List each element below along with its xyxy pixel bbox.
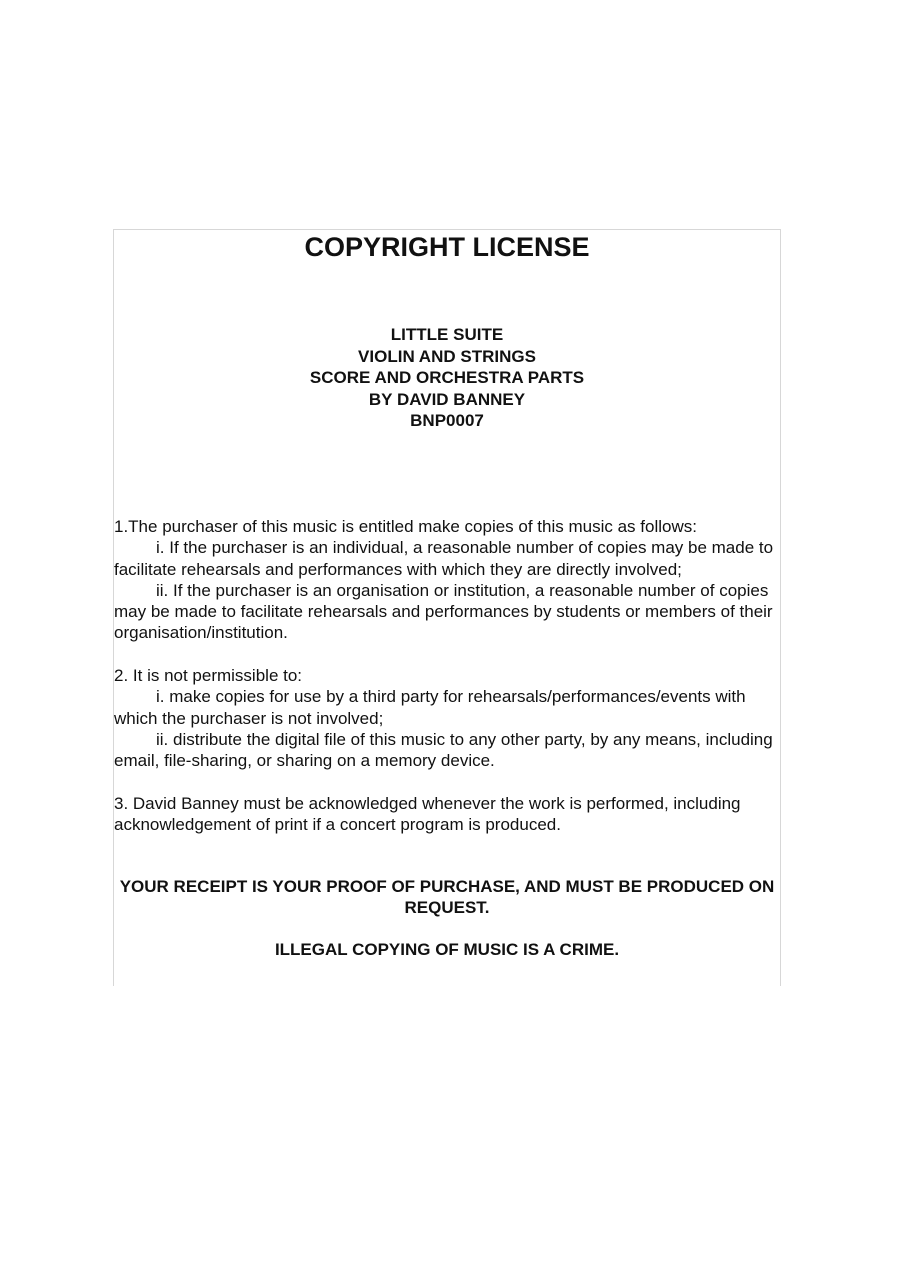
clause-1 <box>114 516 780 644</box>
work-composer: BY DAVID BANNEY <box>368 389 526 409</box>
work-instrumentation: VIOLIN AND STRINGS <box>358 346 536 366</box>
clause-1-heading: 1.The purchaser of this music is entitled make copies of this music as follows: <box>114 517 697 536</box>
clause-2-item-ii: ii. distribute the digital file of this music to any other party, by any means, including email, file-sharing, or sharing on a memory device. <box>114 729 773 771</box>
license-title: COPYRIGHT LICENSE <box>304 232 590 262</box>
license-document <box>113 229 781 986</box>
clause-3-text: 3. David Banney must be acknowledged whenever the work is performed, including acknowledgement of print if a concert program is produced. <box>114 793 741 835</box>
work-catalog-number: BNP0007 <box>410 411 484 430</box>
clause-2-heading: 2. It is not permissible to: <box>114 666 303 686</box>
clause-2 <box>114 665 780 771</box>
work-title: LITTLE SUITE <box>390 325 504 344</box>
work-format: SCORE AND ORCHESTRA PARTS <box>309 368 585 387</box>
clause-1-item-ii: ii. If the purchaser is an organisation or institution, a reasonable number of copies may be made to facilitate rehearsals and performances by students or members of their organisation/institution. <box>114 580 773 643</box>
receipt-notice: YOUR RECEIPT IS YOUR PROOF OF PURCHASE, AND MUST BE PRODUCED ON REQUEST. <box>119 877 775 918</box>
work-details <box>114 324 780 432</box>
clause-2-item-i: i. make copies for use by a third party for rehearsals/performances/events with which the purchaser is not involved; <box>114 687 746 728</box>
crime-notice: ILLEGAL COPYING OF MUSIC IS A CRIME. <box>274 940 620 959</box>
clause-1-item-i: i. If the purchaser is an individual, a reasonable number of copies may be made to facilitate rehearsals and performances with which they are directly involved; <box>114 538 774 579</box>
license-clauses <box>114 516 780 835</box>
clause-3 <box>114 793 780 836</box>
